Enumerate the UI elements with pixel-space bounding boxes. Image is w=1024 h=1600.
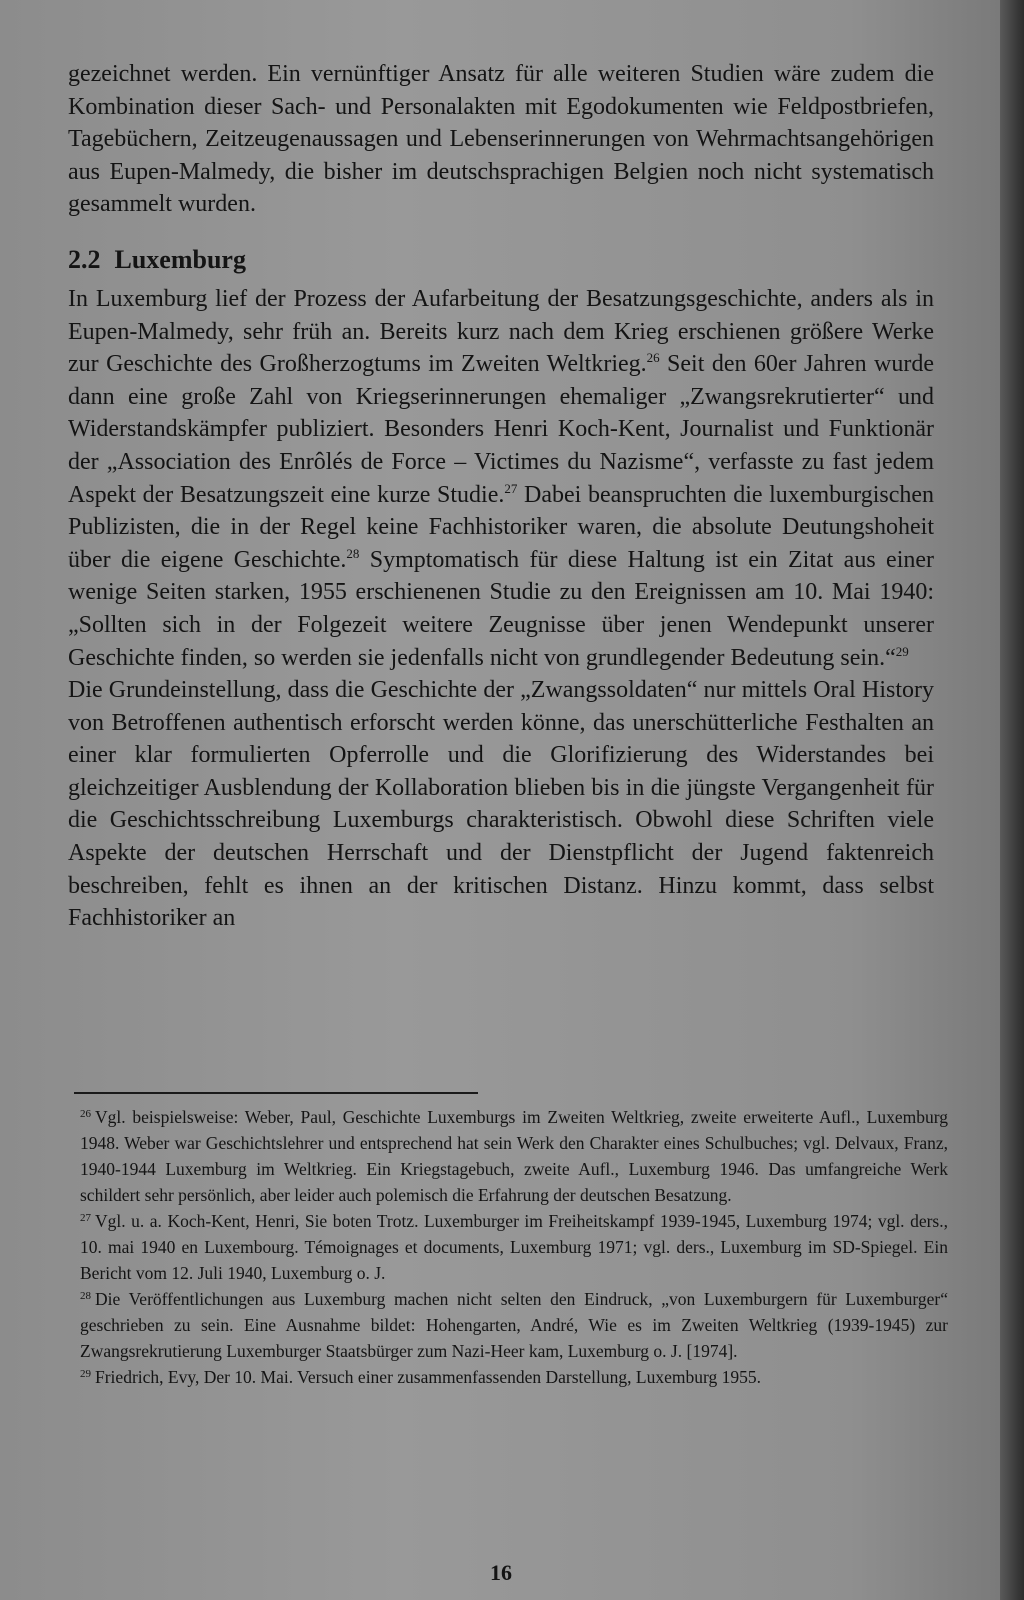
footnote-mark: 26 (80, 1108, 91, 1120)
footnote-text: Friedrich, Evy, Der 10. Mai. Versuch einer zusammenfassenden Darstellung, Luxemburg 1955. (95, 1367, 761, 1387)
footnote-29 (80, 1364, 948, 1390)
section-title: Luxemburg (114, 244, 246, 274)
footnote-mark: 28 (80, 1290, 91, 1302)
footnote-separator (74, 1092, 478, 1094)
section-heading (68, 243, 934, 277)
page-edge-shadow (1000, 0, 1024, 1600)
footnote-text: Die Veröffentlichungen aus Luxemburg machen nicht selten den Eindruck, „von Luxemburgern für Luxemburger“ geschrieben zu sein. Eine Ausnahme bildet: Hohengarten, André, Wie es im Zweiten Weltkrieg (1939-1945) zur Zwangsrekrutierung Luxemburger Staatsbürger zum Nazi-Heer kam, Luxemburg o. J. [1974]. (80, 1289, 948, 1361)
footnote-26 (80, 1104, 948, 1208)
footnote-ref-27: 27 (504, 480, 518, 496)
footnote-text: Vgl. beispielsweise: Weber, Paul, Geschichte Luxemburgs im Zweiten Weltkrieg, zweite erweiterte Aufl., Luxemburg 1948. Weber war Geschichtslehrer und entsprechend hat sein Werk den Charakter eines Schulbuches; vgl. Delvaux, Franz, 1940-1944 Luxemburg im Weltkrieg. Ein Kriegstagebuch, zweite Aufl., Luxemburg 1946. Das umfangreiche Werk schildert sehr persönlich, aber leider auch polemisch die Erfahrung der deutschen Besatzung. (80, 1107, 948, 1205)
page-number: 16 (490, 1560, 512, 1585)
sentence-3: Dabei beanspruchten die luxemburgischen Publizisten, die in der Regel keine Fachhistoriker waren, die absolute Deutungshoheit über die eigene Geschichte. (68, 481, 935, 573)
paragraph-luxemburg-1 (68, 283, 934, 674)
section-number: 2.2 (68, 244, 101, 274)
sentence-4: Symptomatisch für diese Haltung ist ein Zitat aus einer wenige Seiten starken, 1955 erschienenen Studie zu den Ereignissen am 10. Mai 1940: „Sollten sich in der Folgezeit weitere Zeugnisse über jenen Wendepunkt unserer Geschichte finden, so werden sie jedenfalls nicht von grundlegender Bedeutung sein.“ (68, 546, 934, 671)
footnote-mark: 29 (80, 1368, 91, 1380)
footnote-mark: 27 (80, 1212, 91, 1224)
footnote-ref-29: 29 (895, 643, 909, 659)
footnote-ref-28: 28 (346, 545, 360, 561)
footnote-ref-26: 26 (646, 350, 660, 366)
footnotes (80, 1104, 948, 1390)
main-text (68, 58, 934, 935)
footnote-text: Vgl. u. a. Koch-Kent, Henri, Sie boten Trotz. Luxemburger im Freiheitskampf 1939-1945, Luxemburg 1974; vgl. ders., 10. mai 1940 en Luxembourg. Témoignages et documents, Luxemburg 1971; vgl. ders., Luxemburg im SD-Spiegel. Ein Bericht vom 12. Juli 1940, Luxemburg o. J. (80, 1211, 948, 1283)
paragraph-luxemburg-2: Die Grundeinstellung, dass die Geschichte der „Zwangssoldaten“ nur mittels Oral History von Betroffenen authentisch erforscht werden könne, das unerschütterliche Festhalten an einer klar formulierten Opferrolle und die Glorifizierung des Widerstandes bei gleichzeitiger Ausblendung der Kollaboration blieben bis in die jüngste Vergangenheit für die Geschichtsschreibung Luxemburgs charakteristisch. Obwohl diese Schriften viele Aspekte der deutschen Herrschaft und der Dienstpflicht der Jugend faktenreich beschreiben, fehlt es ihnen an der kritischen Distanz. Hinzu kommt, dass selbst Fachhistoriker an (68, 677, 934, 932)
sentence-2: Seit den 60er Jahren wurde dann eine große Zahl von Kriegserinnerungen ehemaliger „Zwangsrekrutierter“ und Widerstandskämpfer publiziert. Besonders Henri Koch-Kent, Journalist und Funktionär der „Association des Enrôlés de Force – Victimes du Nazisme“, verfasste zu fast jedem Aspekt der Besatzungszeit eine kurze Studie. (68, 351, 934, 508)
footnote-28 (80, 1286, 948, 1364)
sentence-1: In Luxemburg lief der Prozess der Aufarbeitung der Besatzungsgeschichte, anders als in Eupen-Malmedy, sehr früh an. Bereits kurz nach dem Krieg erschienen größere Werke zur Geschichte des Großherzogtums im Zweiten Weltkrieg. (68, 285, 934, 378)
footnote-27 (80, 1208, 948, 1286)
intro-paragraph: gezeichnet werden. Ein vernünftiger Ansatz für alle weiteren Studien wäre zudem die Kombination dieser Sach- und Personalakten mit Egodokumenten wie Feldpostbriefen, Tagebüchern, Zeitzeugenaussagen und Lebenserinnerungen von Wehrmachtsangehörigen aus Eupen-Malmedy, die bisher im deutschsprachigen Belgien noch nicht systematisch gesammelt wurden. (68, 61, 934, 218)
